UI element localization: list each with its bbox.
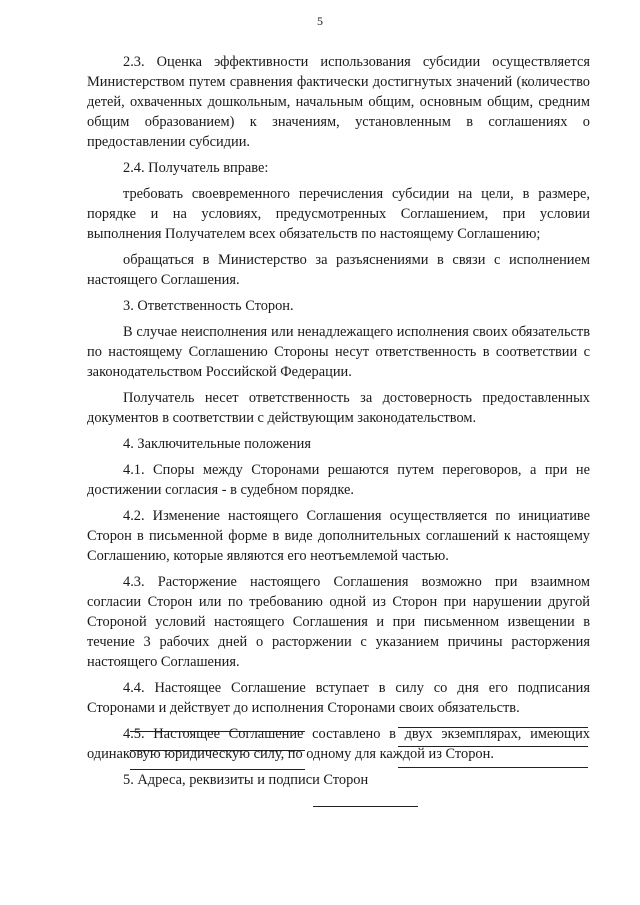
paragraph-4-1: 4.1. Споры между Сторонами решаются путем переговоров, а при не достижении согласия - в судебном порядке. (87, 462, 590, 498)
right-signature-line-2 (398, 746, 588, 747)
right-signature-line-1 (398, 727, 588, 728)
section-heading-3: 3. Ответственность Сторон. (123, 298, 294, 314)
left-signature-line-1 (130, 731, 305, 732)
paragraph-2-4-right-1: требовать своевременного перечисления субсидии на цели, в размере, порядке и на условиях, предусмотренных Соглашением, при условии выполнения Получателем всех обязательств по настоящему Соглашению; (87, 186, 590, 242)
paragraph-2-4: 2.4. Получатель вправе: (123, 160, 269, 176)
paragraph-4-3: 4.3. Расторжение настоящего Соглашения возможно при взаимном согласии Сторон или по требованию одной из Сторон при нарушении другой Стороной условий настоящего Соглашения и при письменном извещении в течение 3 рабочих дней о расторжении с указанием причины расторжения настоящего Соглашения. (87, 574, 590, 670)
left-signature-line-3 (130, 769, 305, 770)
section-heading-5: 5. Адреса, реквизиты и подписи Сторон (123, 772, 369, 788)
section-heading-4: 4. Заключительные положения (123, 436, 311, 452)
paragraph-2-4-right-2: обращаться в Министерство за разъяснениями в связи с исполнением настоящего Соглашения. (87, 252, 590, 288)
page-number: 5 (317, 14, 323, 28)
paragraph-4-5: 4.5. Настоящее Соглашение составлено в двух экземплярах, имеющих одинаковую юридическую силу, по одному для каждой из Сторон. (87, 726, 590, 762)
left-signature-line-2 (130, 750, 305, 751)
right-signature-line-3 (398, 767, 588, 768)
paragraph-4-4: 4.4. Настоящее Соглашение вступает в силу со дня его подписания Сторонами и действует до исполнения Сторонами своих обязательств. (87, 680, 590, 716)
paragraph-2-3: 2.3. Оценка эффективности использования субсидии осуществляется Министерством путем сравнения фактически достигнутых значений (количество детей, охваченных дошкольным, начальным общим, основным общим, средним общим образованием) к значениям, установленным в соглашениях о предоставлении субсидии. (87, 54, 590, 150)
paragraph-4-2: 4.2. Изменение настоящего Соглашения осуществляется по инициативе Сторон в письменной форме в виде дополнительных соглашений к настоящему Соглашению, которые являются его неотъемлемой частью. (87, 508, 590, 564)
bottom-separator-line (313, 806, 418, 807)
document-body (87, 52, 590, 790)
paragraph-3-recipient-liability: Получатель несет ответственность за достоверность предоставленных документов в соответствии с действующим законодательством. (87, 390, 590, 426)
paragraph-3-liability: В случае неисполнения или ненадлежащего исполнения своих обязательств по настоящему Соглашению Стороны несут ответственность в соответствии с законодательством Российской Федерации. (87, 324, 590, 380)
